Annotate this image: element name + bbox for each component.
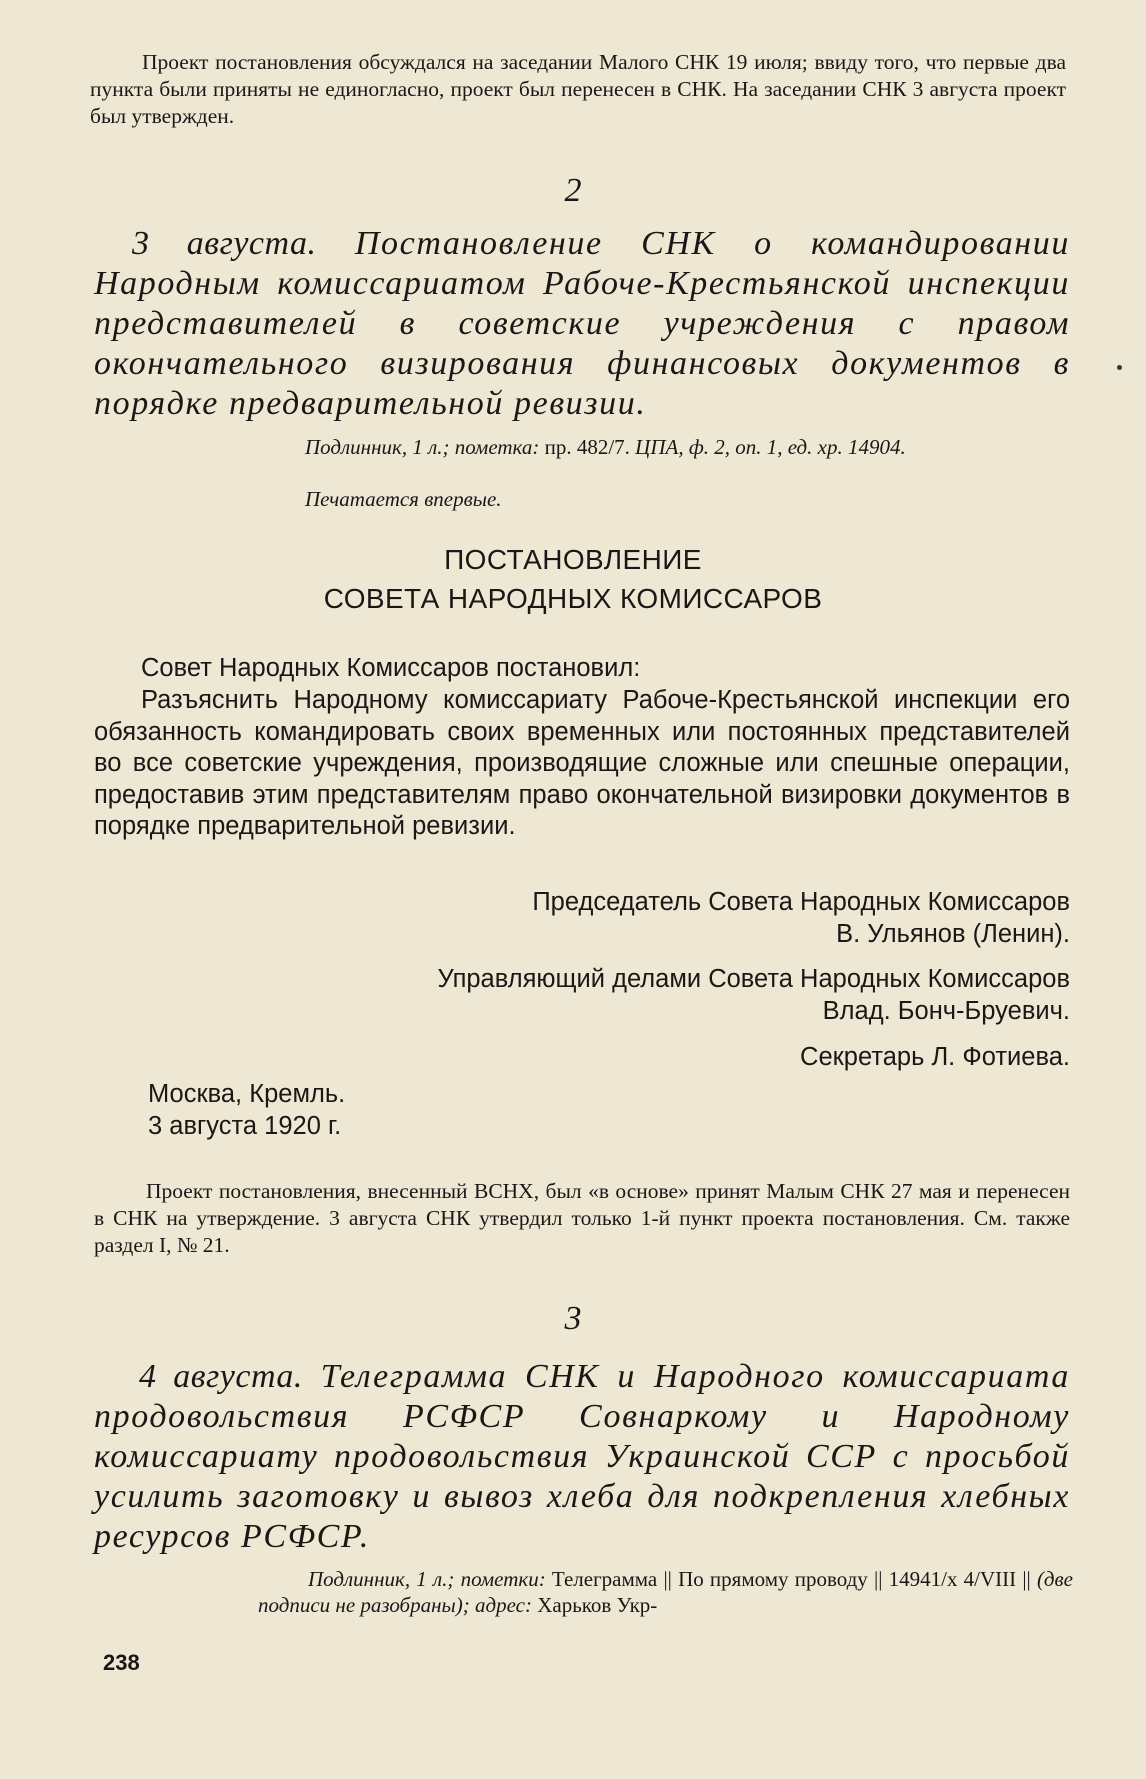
page-number: 238 — [103, 1650, 140, 1675]
source-mark-3: Телеграмма || По прямому проводу || 14941/х 4/VIII || — [545, 1567, 1037, 1591]
decree-heading-line-2: СОВЕТА НАРОДНЫХ КОМИССАРОВ — [323, 583, 823, 614]
document-title-3 — [94, 1357, 1070, 1557]
footnote-2: Проект постановления, внесенный ВСНХ, был «в основе» принят Малым СНК 27 мая и перенесен в СНК на утверждение. 3 августа СНК утвердил только 1-й пункт проекта постановления. См. также раздел I, № 21. — [94, 1179, 1070, 1257]
source-mark-2: пр. 482/7. — [539, 435, 636, 459]
source-label-3: Подлинник, 1 л.; пометки: — [308, 1567, 546, 1591]
print-speck — [1117, 365, 1122, 370]
archival-source-3 — [258, 1566, 1073, 1618]
decree-text: Разъяснить Народному комиссариату Рабоче-Крестьянской инспекции его обязанность командировать своих временных или постоянных представителей во все советские учреждения, производящие сложные или спешные операции, предоставив этим представителям право окончательной визировки документов в порядке предварительной ревизии. — [94, 686, 1070, 840]
archival-source-2 — [250, 434, 1070, 460]
document-title-text-3: Телеграмма СНК и Народного комиссариата продовольствия РСФСР Совнаркому и Народному комиссариату продовольствия Украинской ССР с просьбой усилить заготовку и вывоз хлеба для подкрепления хлебных ресурсов РСФСР. — [94, 1358, 1070, 1555]
decree-heading-line-1: ПОСТАНОВЛЕНИЕ — [444, 544, 702, 575]
intro-note: Проект постановления обсуждался на заседании Малого СНК 19 июля; ввиду того, что первые два пункта были приняты не единогласно, проект был перенесен в СНК. На заседании СНК 3 августа проект был утвержден. — [90, 50, 1066, 128]
decree-place: Москва, Кремль. — [148, 1080, 346, 1108]
document-title-2 — [94, 224, 1070, 424]
source-label-2: Подлинник, 1 л.; пометка: — [305, 435, 540, 459]
decree-intro: Совет Народных Комиссаров постановил: — [141, 654, 641, 682]
document-number-3: 3 — [564, 1300, 582, 1337]
source-signatures-3: (две подписи не разобраны); адрес: — [258, 1567, 1073, 1617]
manager-title: Управляющий делами Совета Народных Комиссаров — [437, 965, 1070, 993]
manager-name: Влад. Бонч-Бруевич. — [822, 997, 1070, 1025]
source-address-3: Харьков Укр- — [531, 1593, 658, 1617]
printed-first-note: Печатается впервые. — [305, 487, 502, 511]
secretary-signature: Секретарь Л. Фотиева. — [800, 1043, 1070, 1071]
document-date-2: 3 августа. — [132, 225, 317, 262]
chair-name: В. Ульянов (Ленин). — [836, 920, 1070, 948]
decree-date: 3 августа 1920 г. — [148, 1112, 342, 1140]
document-title-text-2: Постановление СНК о командировании Народным комиссариатом Рабоче-Крестьянской инспекции представителей в советские учреждения с правом окончательного визирования финансовых документов в порядке предварительной ревизии. — [94, 225, 1070, 422]
chair-title: Председатель Совета Народных Комиссаров — [532, 888, 1070, 916]
document-date-3: 4 августа. — [139, 1358, 303, 1395]
document-number-2: 2 — [564, 172, 582, 209]
source-archive-2: ЦПА, ф. 2, оп. 1, ед. хр. 14904. — [635, 435, 906, 459]
